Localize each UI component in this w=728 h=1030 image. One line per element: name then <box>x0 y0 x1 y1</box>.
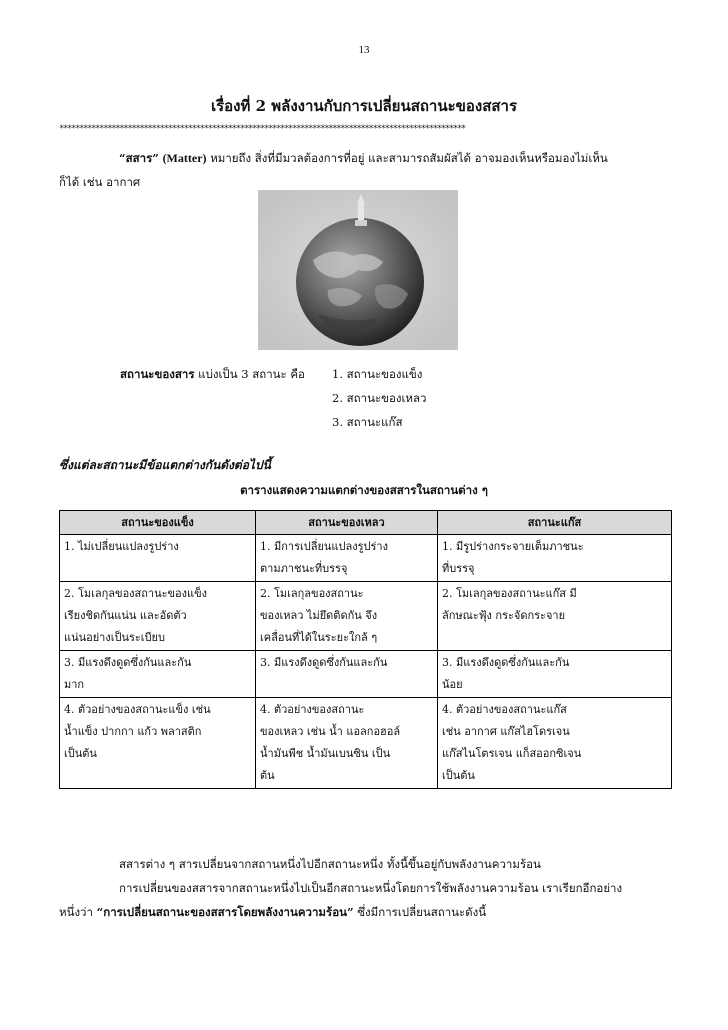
table-cell <box>438 582 672 651</box>
header-solid: สถานะของแข็ง <box>60 511 256 535</box>
table-cell <box>256 698 438 789</box>
states-label <box>120 362 332 386</box>
closing-end: ซึ่งมีการเปลี่ยนสถานะดังนี้ <box>357 905 487 919</box>
earth-globe-icon <box>258 190 458 350</box>
table-cell-line: 4. ตัวอย่างของสถานะแข็ง เช่น <box>64 703 211 716</box>
closing-bold-term: “การเปลี่ยนสถานะของสสารโดยพลังงานความร้อน” <box>96 905 354 919</box>
table-cell-line: 1. มีการเปลี่ยนแปลงรูปร่าง <box>260 540 388 553</box>
table-row <box>60 698 672 789</box>
states-label-bold: สถานะของสาร <box>120 367 195 381</box>
table-cell-line: 3. มีแรงดึงดูดซึ่งกันและกัน <box>260 656 388 669</box>
state-item-solid: 1. สถานะของแข็ง <box>332 367 423 381</box>
closing-paragraph <box>59 852 671 924</box>
table-cell-line: เคลื่อนที่ได้ในระยะใกล้ ๆ <box>260 631 378 644</box>
table-title: ตารางแสดงความแตกต่างของสสารในสถานต่าง ๆ <box>240 483 488 497</box>
table-cell-line: ของเหลว ไม่ยึดติดกัน จึง <box>260 609 378 622</box>
state-item-gas: 3. สถานะแก๊ส <box>332 415 403 429</box>
table-cell <box>256 651 438 698</box>
table-cell-line: เป็นต้น <box>442 769 475 782</box>
table-header-row <box>60 511 672 535</box>
intro-line-2: ก็ได้ เช่น อากาศ <box>59 175 141 189</box>
table-cell-line: ของเหลว เช่น น้ำ แอลกอฮอล์ <box>260 725 401 738</box>
closing-line-2: การเปลี่ยนของสสารจากสถานะหนึ่งไปเป็นอีกสถานะหนึ่งโดยการใช้พลังงานความร้อน เราเรียกอีกอย่าง <box>119 881 623 895</box>
page-number: 13 <box>358 44 370 56</box>
table-cell-line: มาก <box>64 678 85 691</box>
intro-paragraph <box>59 146 671 194</box>
closing-start: หนึ่งว่า <box>59 905 93 919</box>
difference-heading: ซึ่งแต่ละสถานะมีข้อแตกต่างกันดังต่อไปนี้ <box>59 458 271 472</box>
header-liquid: สถานะของเหลว <box>256 511 438 535</box>
matter-term-english: (Matter) <box>162 151 207 165</box>
table-cell-line: เป็นต้น <box>64 747 97 760</box>
table-row <box>60 535 672 582</box>
table-cell-line: เรียงชิดกันแน่น และอัดตัว <box>64 609 187 622</box>
states-list <box>120 362 427 434</box>
closing-line-3 <box>59 900 671 924</box>
table-cell <box>438 651 672 698</box>
intro-line-1 <box>59 146 671 170</box>
table-cell-line: ที่บรรจุ <box>442 562 475 575</box>
table-cell-line: น้ำแข็ง ปากกา แก้ว พลาสติก <box>64 725 202 738</box>
states-row-2 <box>120 386 427 410</box>
table-cell-line: แน่นอย่างเป็นระเบียบ <box>64 631 165 644</box>
table-cell <box>438 698 672 789</box>
table-cell-line: 3. มีแรงดึงดูดซึ่งกันและกัน <box>64 656 192 669</box>
table-cell-line: ตามภาชนะที่บรรจุ <box>260 562 348 575</box>
table-cell <box>256 535 438 582</box>
table-cell-line: 4. ตัวอย่างของสถานะแก๊ส <box>442 703 567 716</box>
table-cell-line: เช่น อากาศ แก๊สไฮโดรเจน <box>442 725 570 738</box>
table-cell <box>256 582 438 651</box>
closing-line-1: สสารต่าง ๆ สารเปลี่ยนจากสถานหนึ่งไปอีกสถานะหนึ่ง ทั้งนี้ขึ้นอยู่กับพลังงานความร้อน <box>119 857 541 871</box>
table-row <box>60 582 672 651</box>
states-label-rest: แบ่งเป็น 3 สถานะ คือ <box>198 367 305 381</box>
table-cell-line: 1. มีรูปร่างกระจายเต็มภาชนะ <box>442 540 584 553</box>
table-cell-line: น้ำมันพืช น้ำมันเบนซิน เป็น <box>260 747 391 760</box>
table-cell <box>60 582 256 651</box>
states-row-1 <box>120 362 427 386</box>
table-cell-line: 3. มีแรงดึงดูดซึ่งกันและกัน <box>442 656 570 669</box>
page-title: เรื่องที่ 2 พลังงานกับการเปลี่ยนสถานะของสสาร <box>210 97 518 115</box>
table-cell-line: 2. โมเลกุลของสถานะของแข็ง <box>64 587 208 600</box>
table-cell-line: 4. ตัวอย่างของสถานะ <box>260 703 365 716</box>
table-cell-line: 1. ไม่เปลี่ยนแปลงรูปร่าง <box>64 540 179 553</box>
table-row <box>60 651 672 698</box>
states-comparison-table <box>59 510 672 789</box>
table-cell-line: 2. โมเลกุลของสถานะ <box>260 587 364 600</box>
table-cell-line: แก๊สไนโตรเจน แก็สออกซิเจน <box>442 747 582 760</box>
separator-line: ***************************************************************************************************** <box>59 124 465 134</box>
matter-term-thai: “สสาร” <box>119 151 159 165</box>
table-cell-line: 2. โมเลกุลของสถานะแก๊ส มี <box>442 587 577 600</box>
matter-definition: หมายถึง สิ่งที่มีมวลต้องการที่อยู่ และสามารถสัมผัสได้ อาจมองเห็นหรือมองไม่เห็น <box>210 151 608 165</box>
table-cell <box>60 651 256 698</box>
table-cell <box>60 698 256 789</box>
states-row-3 <box>120 410 427 434</box>
state-item-liquid: 2. สถานะของเหลว <box>332 391 427 405</box>
table-cell-line: น้อย <box>442 678 463 691</box>
table-cell <box>60 535 256 582</box>
table-cell-line: ต้น <box>260 769 275 782</box>
table-cell <box>438 535 672 582</box>
table-cell-line: ลักษณะฟุ้ง กระจัดกระจาย <box>442 609 566 622</box>
header-gas: สถานะแก๊ส <box>438 511 672 535</box>
